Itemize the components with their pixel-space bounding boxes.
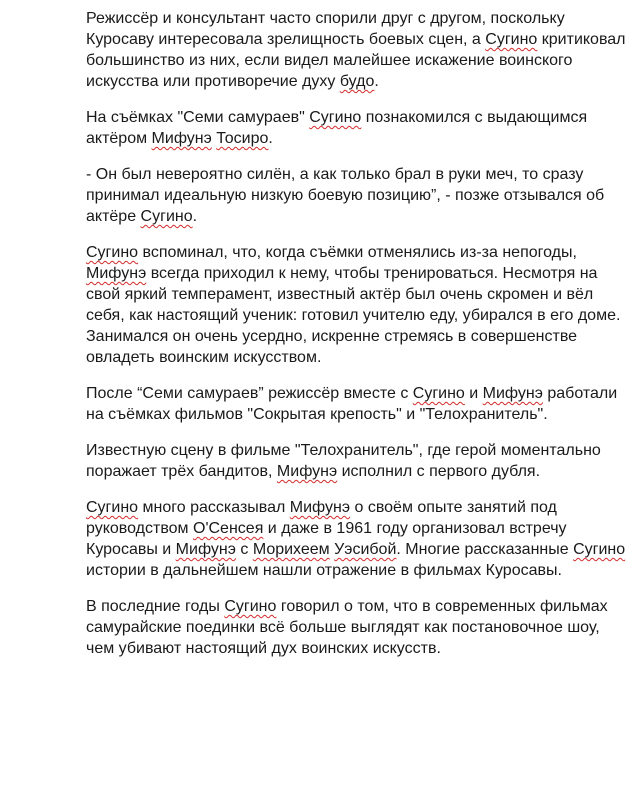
paragraph-7 <box>86 497 626 581</box>
paragraph-5 <box>86 383 626 425</box>
misspelled-word: О'Сенсея <box>193 520 264 537</box>
text-run: На съёмках "Семи самураев" <box>86 109 310 126</box>
misspelled-word: Сугино <box>485 31 538 48</box>
text-run: . <box>192 208 198 225</box>
misspelled-word: Морихеем <box>252 541 330 558</box>
text-run: и даже в 1961 году организовал встречу Куросавы и <box>86 520 567 558</box>
text-run: . <box>374 73 379 90</box>
misspelled-word: Сугино <box>412 385 465 402</box>
text-run: - Он был невероятно силён, а как только брал в руки меч, то сразу принимал идеальную низкую боевую позицию”, - позже отзывался об актёре <box>86 166 605 225</box>
text-run: . <box>268 130 273 147</box>
document-body <box>86 8 626 674</box>
misspelled-word: Уэсибой <box>334 541 397 558</box>
misspelled-word: Сугино <box>573 541 626 558</box>
paragraph-2 <box>86 107 626 149</box>
text-run: После “Семи самураев” режиссёр вместе с <box>86 385 413 402</box>
text-run: работали на съёмках фильмов "Сокрытая крепость" и "Телохранитель". <box>86 385 618 423</box>
misspelled-word: Мифунэ <box>289 499 351 516</box>
paragraph-8 <box>86 596 626 659</box>
text-run: истории в дальнейшем нашли отражение в фильмах Куросавы. <box>86 562 562 579</box>
paragraph-4 <box>86 242 626 368</box>
misspelled-word: Сугино <box>86 244 139 261</box>
text-run: исполнил с первого дубля. <box>337 463 541 480</box>
misspelled-word: Мифунэ <box>175 541 236 558</box>
paragraph-1 <box>86 8 626 92</box>
text-run: вспоминал, что, когда съёмки отменялись из-за непогоды, <box>138 244 577 261</box>
text-run: В последние годы <box>86 598 225 615</box>
text-run: о своём опыте занятий под руководством <box>86 499 557 537</box>
misspelled-word: будо <box>339 73 375 90</box>
misspelled-word: Мифунэ <box>151 130 212 147</box>
misspelled-word: Мифунэ <box>86 265 147 282</box>
text-run: . Многие рассказанные <box>396 541 574 558</box>
text-run: и <box>464 385 483 402</box>
text-run: Режиссёр и консультант часто спорили друг с другом, поскольку Куросаву интересовала зрелищность боевых сцен, а <box>86 10 565 48</box>
misspelled-word: Мифунэ <box>276 463 338 480</box>
text-run: познакомился с выдающимся актёром <box>86 109 588 147</box>
misspelled-word: Мифунэ <box>482 385 543 402</box>
misspelled-word: Тосиро <box>216 130 269 147</box>
misspelled-word: Сугино <box>224 598 277 615</box>
misspelled-word: Сугино <box>86 499 139 516</box>
text-run: говорил о том, что в современных фильмах самурайские поединки всё больше выглядят как постановочное шоу, чем убивают настоящий дух воинских искусств. <box>86 598 608 657</box>
text-run: критиковал большинство из них, если видел малейшее искажение воинского искусства или противоречие духу <box>86 31 626 90</box>
text-run: много рассказывал <box>138 499 290 516</box>
text-run: Известную сцену в фильме "Телохранитель", где герой моментально поражает трёх бандитов, <box>86 442 601 480</box>
misspelled-word: Сугино <box>309 109 362 126</box>
text-run: с <box>235 541 253 558</box>
paragraph-3 <box>86 164 626 227</box>
paragraph-6 <box>86 440 626 482</box>
misspelled-word: Сугино <box>140 208 193 225</box>
text-run: всегда приходил к нему, чтобы тренироваться. Несмотря на свой яркий темперамент, известный актёр был очень скромен и вёл себя, как настоящий ученик: готовил учителю еду, убирался в его доме. Занимался он очень усердно, искренне стремясь в совершенстве овладеть воинским искусством. <box>86 265 621 366</box>
